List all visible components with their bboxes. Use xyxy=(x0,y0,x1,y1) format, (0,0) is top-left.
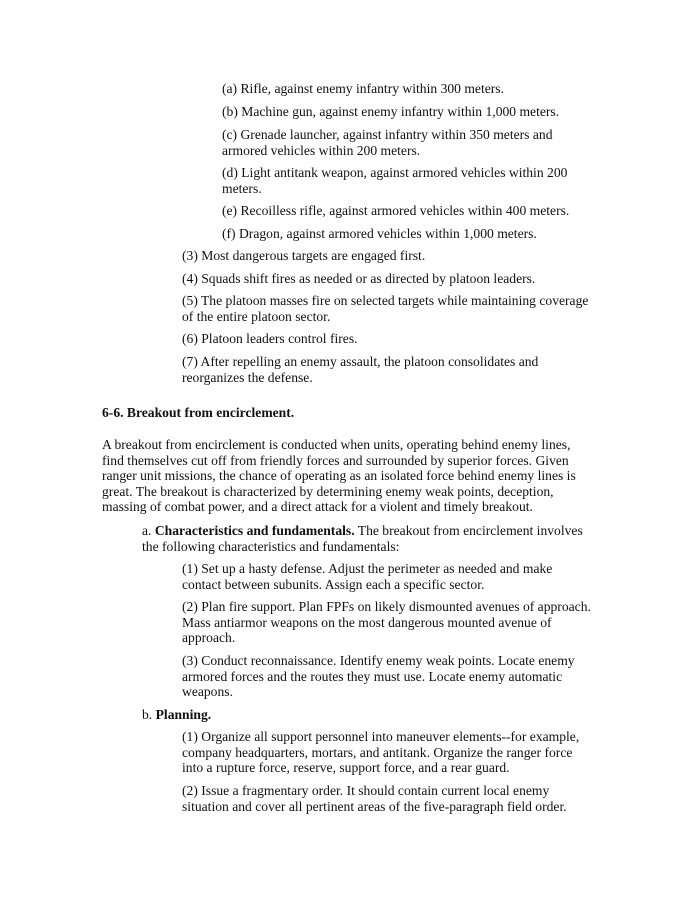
characteristic-item-2: (2) Plan fire support. Plan FPFs on likely dismounted avenues of approach. Mass antiarmor weapons on the most dangerous mounted avenue of approach. xyxy=(182,599,591,646)
defense-step-7: (7) After repelling an enemy assault, the platoon consolidates and reorganizes the defense. xyxy=(182,354,539,385)
subsection-title: Planning. xyxy=(155,707,212,722)
subsection-characteristics xyxy=(142,523,592,554)
weapon-item-grenade-launcher: (c) Grenade launcher, against infantry within 350 meters and armored vehicles within 200 meters. xyxy=(222,127,553,158)
subsection-prefix: b. xyxy=(142,707,153,722)
defense-step-5: (5) The platoon masses fire on selected targets while maintaining coverage of the entire platoon sector. xyxy=(182,293,589,324)
defense-step-3: (3) Most dangerous targets are engaged first. xyxy=(182,248,426,263)
weapon-item-dragon: (f) Dragon, against armored vehicles within 1,000 meters. xyxy=(222,226,537,241)
section-intro: A breakout from encirclement is conducted when units, operating behind enemy lines, find themselves cut off from friendly forces and surrounded by superior forces. Given ranger unit missions, the chance of operating as an isolated force behind enemy lines is great. The breakout is characterized by determining enemy weak points, deception, massing of combat power, and a direct attack for a violent and timely breakout. xyxy=(102,437,576,515)
defense-step-6: (6) Platoon leaders control fires. xyxy=(182,331,358,346)
weapon-item-light-antitank: (d) Light antitank weapon, against armored vehicles within 200 meters. xyxy=(222,165,568,196)
weapon-item-machine-gun: (b) Machine gun, against enemy infantry within 1,000 meters. xyxy=(222,104,560,119)
planning-item-2: (2) Issue a fragmentary order. It should contain current local enemy situation and cover all pertinent areas of the five-paragraph field order. xyxy=(182,783,567,814)
defense-step-4: (4) Squads shift fires as needed or as directed by platoon leaders. xyxy=(182,271,536,286)
section-heading: 6-6. Breakout from encirclement. xyxy=(102,405,295,420)
characteristic-item-3: (3) Conduct reconnaissance. Identify enemy weak points. Locate enemy armored forces and the routes they must use. Locate enemy automatic weapons. xyxy=(182,653,575,700)
planning-item-1: (1) Organize all support personnel into maneuver elements--for example, company headquarters, mortars, and antitank. Organize the ranger force into a rupture force, reserve, support force, and a rear guard. xyxy=(182,729,580,776)
subsection-planning xyxy=(142,707,592,723)
subsection-text: The breakout from encirclement involves the following characteristics and fundamentals: xyxy=(142,523,583,554)
weapon-item-recoilless-rifle: (e) Recoilless rifle, against armored vehicles within 400 meters. xyxy=(222,203,570,218)
subsection-prefix: a. xyxy=(142,523,152,538)
characteristic-item-1: (1) Set up a hasty defense. Adjust the perimeter as needed and make contact between subunits. Assign each a specific sector. xyxy=(182,561,553,592)
subsection-title: Characteristics and fundamentals. xyxy=(154,523,355,538)
weapon-item-rifle: (a) Rifle, against enemy infantry within 300 meters. xyxy=(222,81,504,96)
